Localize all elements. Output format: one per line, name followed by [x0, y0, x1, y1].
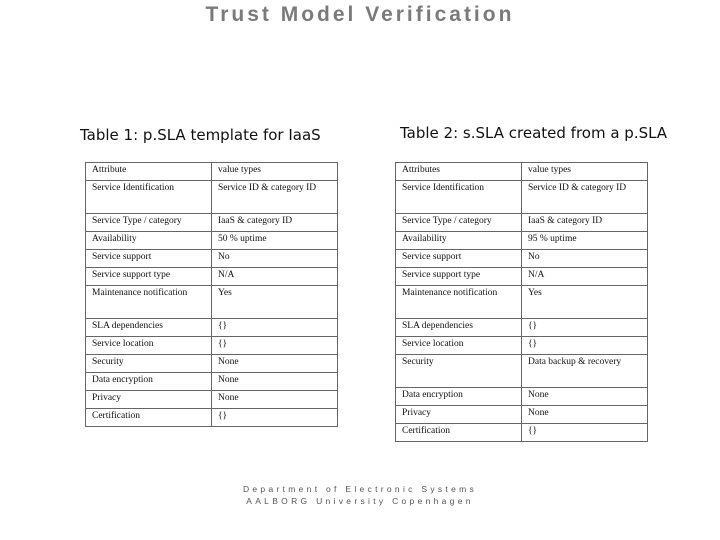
attribute-cell: Attributes: [396, 163, 522, 181]
table-row: [396, 250, 648, 268]
table-row: [396, 337, 648, 355]
value-cell: {}: [212, 319, 338, 337]
value-cell: value types: [522, 163, 648, 181]
table-row: [86, 214, 338, 232]
attribute-cell: SLA dependencies: [396, 319, 522, 337]
attribute-cell: Availability: [396, 232, 522, 250]
value-cell: Data backup & recovery: [522, 355, 648, 388]
value-cell: Service ID & category ID: [212, 181, 338, 214]
attribute-cell: Privacy: [86, 391, 212, 409]
table-row: [396, 406, 648, 424]
table-row: [86, 337, 338, 355]
table-row: [86, 373, 338, 391]
ssla-table: [395, 162, 648, 442]
value-cell: None: [212, 355, 338, 373]
table-row: [86, 355, 338, 373]
attribute-cell: Service location: [86, 337, 212, 355]
attribute-cell: Certification: [396, 424, 522, 442]
attribute-cell: Availability: [86, 232, 212, 250]
attribute-cell: Security: [396, 355, 522, 388]
attribute-cell: Service location: [396, 337, 522, 355]
value-cell: {}: [212, 337, 338, 355]
value-cell: {}: [522, 319, 648, 337]
table-row: [396, 286, 648, 319]
table-row: [396, 424, 648, 442]
attribute-cell: Service Type / category: [86, 214, 212, 232]
table-header-row: [396, 163, 648, 181]
value-cell: No: [522, 250, 648, 268]
footer-university: AALBORG University Copenhagen: [246, 496, 474, 506]
attribute-cell: Data encryption: [396, 388, 522, 406]
value-cell: None: [522, 388, 648, 406]
value-cell: None: [212, 391, 338, 409]
attribute-cell: Service support type: [396, 268, 522, 286]
table-row: [86, 319, 338, 337]
attribute-cell: Security: [86, 355, 212, 373]
table-row: [86, 232, 338, 250]
table-row: [396, 388, 648, 406]
value-cell: Yes: [522, 286, 648, 319]
table-row: [86, 286, 338, 319]
value-cell: None: [522, 406, 648, 424]
table-row: [86, 391, 338, 409]
table2-caption: Table 2: s.SLA created from a p.SLA: [400, 124, 668, 142]
table-row: [396, 214, 648, 232]
value-cell: Service ID & category ID: [522, 181, 648, 214]
attribute-cell: Certification: [86, 409, 212, 427]
value-cell: IaaS & category ID: [212, 214, 338, 232]
table1-caption: Table 1: p.SLA template for IaaS: [80, 126, 321, 144]
table-row: [396, 355, 648, 388]
table-row: [396, 268, 648, 286]
attribute-cell: Privacy: [396, 406, 522, 424]
value-cell: {}: [522, 337, 648, 355]
value-cell: IaaS & category ID: [522, 214, 648, 232]
value-cell: No: [212, 250, 338, 268]
table-row: [396, 319, 648, 337]
slide-title: Trust Model Verification: [205, 3, 515, 26]
attribute-cell: Service support: [396, 250, 522, 268]
value-cell: Yes: [212, 286, 338, 319]
value-cell: N/A: [522, 268, 648, 286]
table-row: [396, 232, 648, 250]
attribute-cell: Attribute: [86, 163, 212, 181]
attribute-cell: Service support type: [86, 268, 212, 286]
attribute-cell: SLA dependencies: [86, 319, 212, 337]
psla-template-table: [85, 162, 338, 427]
table-row: [86, 268, 338, 286]
table-header-row: [86, 163, 338, 181]
attribute-cell: Maintenance notification: [396, 286, 522, 319]
value-cell: value types: [212, 163, 338, 181]
value-cell: {}: [212, 409, 338, 427]
footer-department: Department of Electronic Systems: [242, 484, 478, 494]
value-cell: 50 % uptime: [212, 232, 338, 250]
table-row: [86, 409, 338, 427]
value-cell: N/A: [212, 268, 338, 286]
attribute-cell: Service Identification: [86, 181, 212, 214]
attribute-cell: Data encryption: [86, 373, 212, 391]
value-cell: {}: [522, 424, 648, 442]
value-cell: None: [212, 373, 338, 391]
attribute-cell: Service Identification: [396, 181, 522, 214]
attribute-cell: Service support: [86, 250, 212, 268]
attribute-cell: Maintenance notification: [86, 286, 212, 319]
attribute-cell: Service Type / category: [396, 214, 522, 232]
value-cell: 95 % uptime: [522, 232, 648, 250]
table-row: [396, 181, 648, 214]
table-row: [86, 250, 338, 268]
table-row: [86, 181, 338, 214]
